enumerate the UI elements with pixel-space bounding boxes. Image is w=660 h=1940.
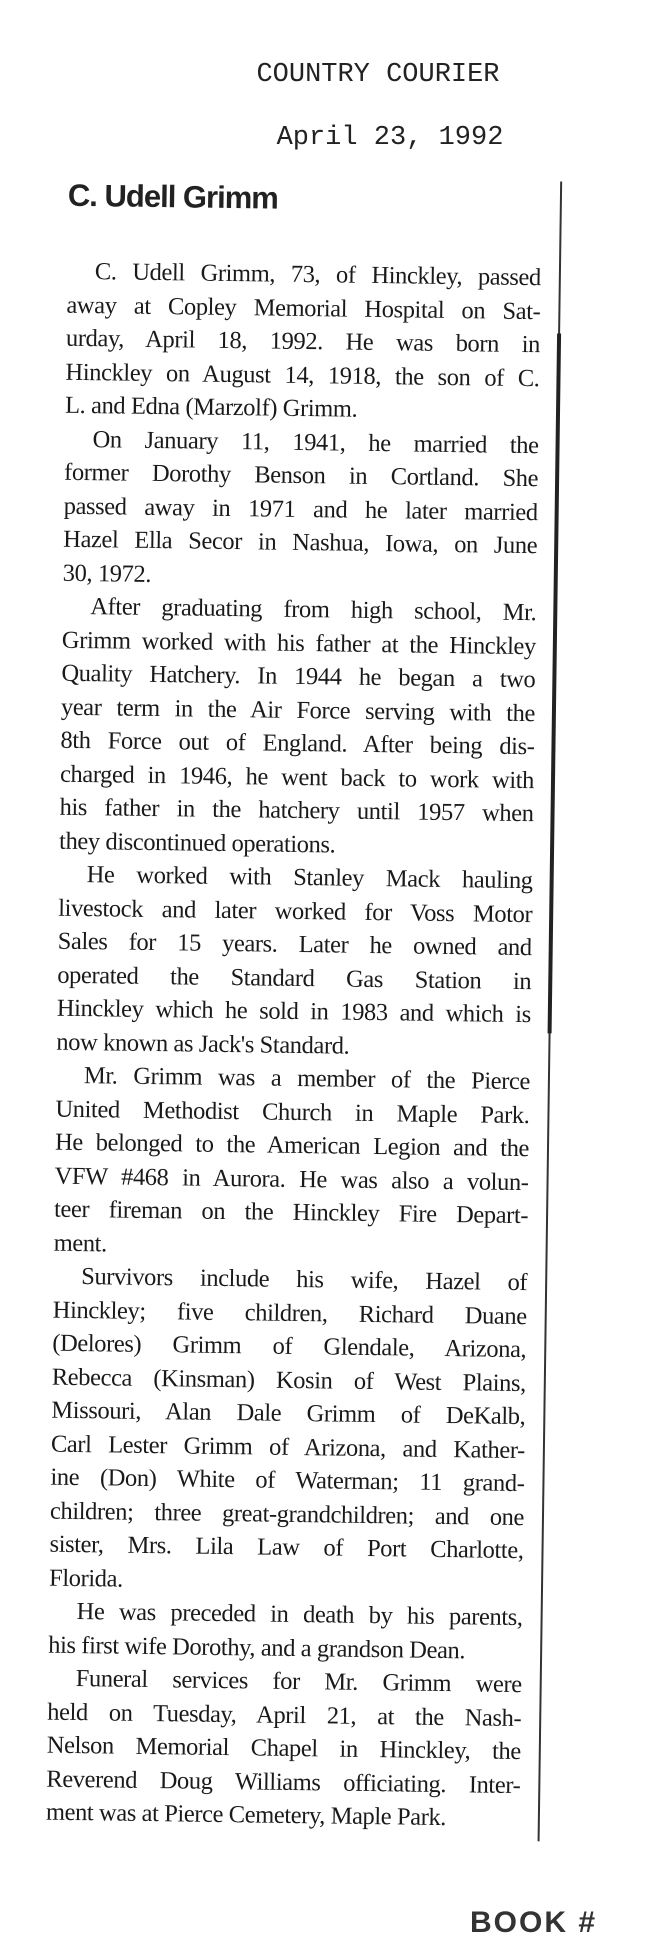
text-line: Sales for 15 years. Later he owned and [57, 927, 532, 962]
text-line: held on Tuesday, April 21, at the Nash- [47, 1698, 522, 1732]
text-line: ine (Don) White of Waterman; 11 grand- [50, 1463, 525, 1498]
publication-date: April 23, 1992 [276, 123, 504, 153]
column-rule-shadow [548, 333, 562, 1033]
text-line: Carl Lester Grimm of Arizona, and Kather- [50, 1430, 526, 1464]
text-line: Rebecca (Kinsman) Kosin of West Plains, [51, 1363, 526, 1397]
text-line: children; three great-grandchildren; and one [49, 1497, 525, 1531]
text-line: Mr. Grimm was a member of the Pierce [83, 1062, 531, 1096]
text-line: his father in the hatchery until 1957 when [59, 793, 534, 828]
text-line: Missouri, Alan Dale Grimm of DeKalb, [51, 1396, 526, 1431]
obituary-headline: C. Udell Grimm [67, 177, 279, 216]
text-line: they discontinued operations. [58, 827, 336, 858]
text-line: Hinckley which he sold in 1983 and which is [56, 994, 532, 1029]
paragraph [48, 1595, 523, 1668]
paragraph [49, 1260, 528, 1601]
text-line: After graduating from high school, Mr. [90, 593, 537, 627]
text-line: ment was at Pierce Cemetery, Maple Park. [45, 1798, 447, 1832]
paragraph [59, 590, 537, 864]
newspaper-name: COUNTRY COURIER [256, 60, 500, 90]
text-line: On January 11, 1941, he married the [92, 425, 539, 459]
text-line: operated the Standard Gas Station in [57, 961, 532, 995]
text-line: Hinckley on August 14, 1918, the son of C. [65, 358, 540, 392]
text-line: teer fireman on the Hinckley Fire Depart- [53, 1195, 529, 1230]
text-line: charged in 1946, he went back to work with [59, 760, 535, 794]
text-line: United Methodist Church in Maple Park. [55, 1095, 530, 1129]
text-line: his first wife Dorothy, and a grandson Dean. [48, 1631, 466, 1664]
text-line: Grimm worked with his father at the Hinckley [61, 626, 537, 660]
text-line: Reverend Doug Williams officiating. Inter- [46, 1765, 521, 1799]
paragraph [53, 1059, 530, 1266]
text-line: sister, Mrs. Lila Law of Port Charlotte, [49, 1530, 524, 1565]
obituary-body [46, 255, 541, 1836]
text-line: He worked with Stanley Mack hauling [86, 861, 533, 895]
text-line: urday, April 18, 1992. He was born in [65, 324, 541, 359]
text-line: Quality Hatchery. In 1944 he began a two [61, 659, 536, 694]
text-line: L. and Edna (Marzolf) Grimm. [64, 391, 358, 423]
text-line: Hinckley; five children, Richard Duane [52, 1296, 527, 1330]
paragraph [63, 422, 539, 596]
text-line: Nelson Memorial Chapel in Hinckley, the [46, 1731, 521, 1766]
text-line: livestock and later worked for Voss Motor [58, 894, 533, 928]
text-line: Florida. [48, 1564, 123, 1593]
text-line: passed away in 1971 and he later married [63, 492, 538, 526]
text-line: away at Copley Memorial Hospital on Sat- [66, 291, 541, 325]
text-line: VFW #468 in Aurora. He was also a volun- [54, 1162, 529, 1196]
paragraph [46, 1662, 522, 1836]
text-line: Survivors include his wife, Hazel of [81, 1263, 528, 1297]
paragraph [65, 255, 541, 429]
text-line: 8th Force out of England. After being dis- [60, 726, 535, 761]
text-line: now known as Jack's Standard. [56, 1028, 350, 1060]
text-line: Funeral services for Mr. Grimm were [75, 1665, 522, 1699]
text-line: (Delores) Grimm of Glendale, Arizona, [52, 1329, 527, 1364]
text-line: ment. [53, 1229, 107, 1257]
paragraph [56, 858, 533, 1065]
text-line: He was preceded in death by his parents, [76, 1598, 523, 1632]
text-line: former Dorothy Benson in Cortland. She [63, 458, 539, 493]
book-number-note: BOOK # [470, 1906, 598, 1939]
text-line: He belonged to the American Legion and the [54, 1128, 530, 1163]
text-line: C. Udell Grimm, 73, of Hinckley, passed [94, 258, 542, 292]
text-line: year term in the Air Force serving with the [60, 693, 536, 727]
text-line: Hazel Ella Secor in Nashua, Iowa, on June [63, 525, 538, 560]
text-line: 30, 1972. [62, 559, 152, 588]
